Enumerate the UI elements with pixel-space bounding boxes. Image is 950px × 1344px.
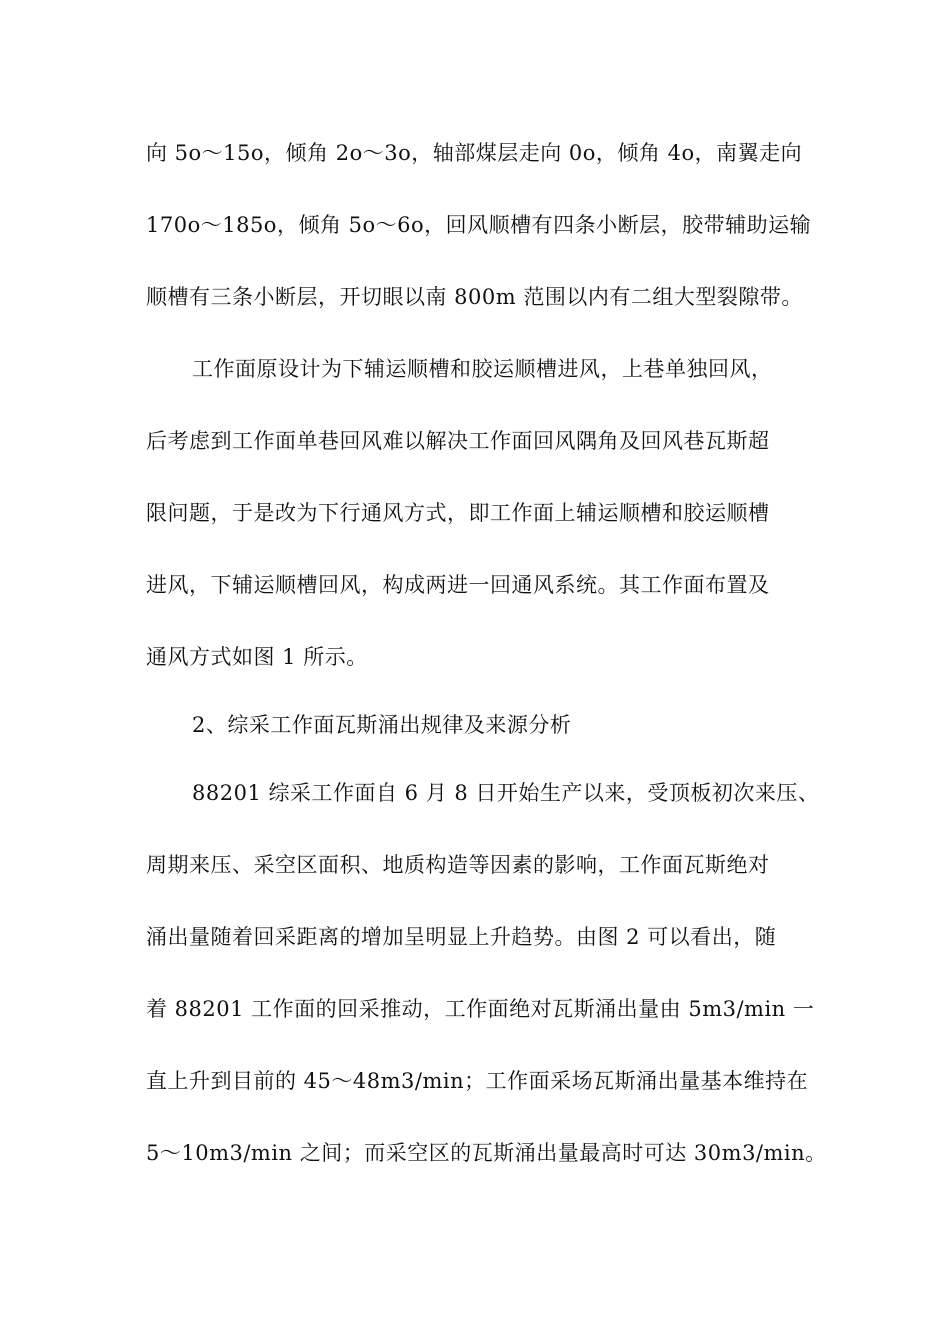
- text-line: 向 5o～15o，倾角 2o～3o，轴部煤层走向 0o，倾角 4o，南翼走向: [146, 141, 803, 165]
- text-line: 直上升到目前的 45～48m3/min；工作面采场瓦斯涌出量基本维持在: [146, 1069, 809, 1093]
- text-line: 顺槽有三条小断层，开切眼以南 800m 范围以内有二组大型裂隙带。: [146, 285, 803, 309]
- section-heading: 2、综采工作面瓦斯涌出规律及来源分析: [192, 713, 572, 737]
- text-line: 限问题，于是改为下行通风方式，即工作面上辅运顺槽和胶运顺槽: [146, 501, 770, 525]
- text-line: 进风，下辅运顺槽回风，构成两进一回通风系统。其工作面布置及: [146, 573, 770, 597]
- text-line: 涌出量随着回采距离的增加呈明显上升趋势。由图 2 可以看出，随: [146, 925, 777, 949]
- text-line: 周期来压、采空区面积、地质构造等因素的影响，工作面瓦斯绝对: [146, 853, 770, 877]
- paragraph-start-line: 88201 综采工作面自 6 月 8 日开始生产以来，受顶板初次来压、: [192, 781, 820, 805]
- text-line: 着 88201 工作面的回采推动，工作面绝对瓦斯涌出量由 5m3/min 一: [146, 997, 815, 1021]
- text-line: 后考虑到工作面单巷回风难以解决工作面回风隅角及回风巷瓦斯超: [146, 429, 770, 453]
- text-line: 通风方式如图 1 所示。: [146, 645, 368, 669]
- paragraph-start-line: 工作面原设计为下辅运顺槽和胶运顺槽进风，上巷单独回风，: [192, 357, 773, 381]
- text-line: 170o～185o，倾角 5o～6o，回风顺槽有四条小断层，胶带辅助运输: [146, 213, 812, 237]
- text-line: 5～10m3/min 之间；而采空区的瓦斯涌出量最高时可达 30m3/min。: [146, 1141, 827, 1165]
